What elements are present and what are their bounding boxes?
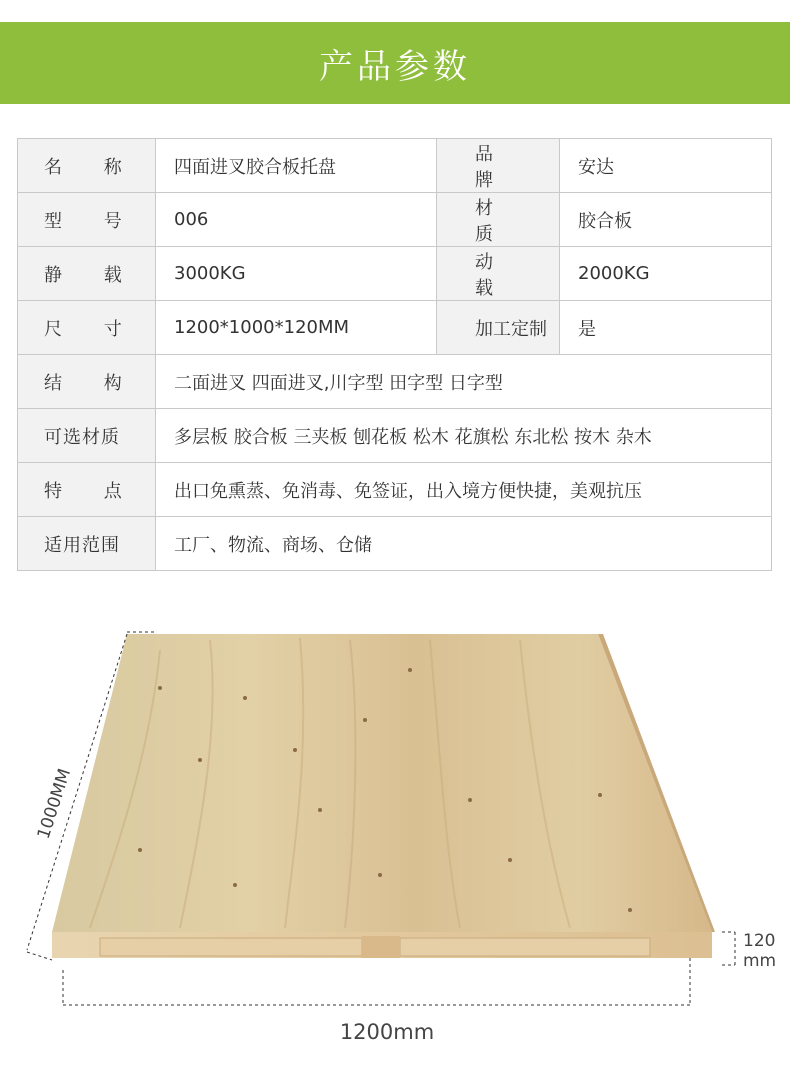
table-row xyxy=(18,247,772,301)
spec-value: 胶合板 xyxy=(560,193,772,247)
spec-label: 加工定制 xyxy=(437,301,560,355)
dimension-width-label: 1200mm xyxy=(339,1020,435,1044)
spec-label: 品 牌 xyxy=(437,139,560,193)
spec-label: 尺 寸 xyxy=(18,301,156,355)
spec-label: 材 质 xyxy=(437,193,560,247)
spec-value: 工厂、物流、商场、仓储 xyxy=(156,517,772,571)
spec-label: 适用范围 xyxy=(18,517,156,571)
dimension-width-line xyxy=(63,958,690,1005)
spec-label: 静 载 xyxy=(18,247,156,301)
spec-value: 多层板 胶合板 三夹板 刨花板 松木 花旗松 东北松 按木 杂木 xyxy=(156,409,772,463)
spec-value: 3000KG xyxy=(156,247,437,301)
spec-label: 型 号 xyxy=(18,193,156,247)
table-row xyxy=(18,355,772,409)
spec-value: 1200*1000*120MM xyxy=(156,301,437,355)
fork-opening xyxy=(100,938,362,956)
spec-label: 动 载 xyxy=(437,247,560,301)
dimension-height-unit: mm xyxy=(743,951,777,971)
spec-value: 四面进叉胶合板托盘 xyxy=(156,139,437,193)
spec-value: 2000KG xyxy=(560,247,772,301)
spec-label: 特 点 xyxy=(18,463,156,517)
spec-value: 是 xyxy=(560,301,772,355)
spec-value: 安达 xyxy=(560,139,772,193)
dimension-height-label: 120 xyxy=(743,931,776,951)
table-row xyxy=(18,409,772,463)
spec-value: 二面进叉 四面进叉,川字型 田字型 日字型 xyxy=(156,355,772,409)
header-banner xyxy=(0,22,790,104)
table-row xyxy=(18,301,772,355)
pallet-block xyxy=(362,936,400,958)
table-row xyxy=(18,193,772,247)
dimension-depth-label: 1000MM xyxy=(33,766,76,842)
dimension-height-line xyxy=(722,932,735,965)
table-row xyxy=(18,517,772,571)
pallet-top xyxy=(52,634,712,932)
spec-table xyxy=(17,138,772,571)
spec-label: 结 构 xyxy=(18,355,156,409)
fork-opening xyxy=(400,938,650,956)
spec-value: 006 xyxy=(156,193,437,247)
table-row xyxy=(18,463,772,517)
table-row xyxy=(18,139,772,193)
spec-value: 出口免熏蒸、免消毒、免签证，出入境方便快捷，美观抗压 xyxy=(156,463,772,517)
pallet-image xyxy=(0,610,790,1075)
spec-label: 名 称 xyxy=(18,139,156,193)
spec-label: 可选材质 xyxy=(18,409,156,463)
page-title: 产品参数 xyxy=(319,46,471,87)
